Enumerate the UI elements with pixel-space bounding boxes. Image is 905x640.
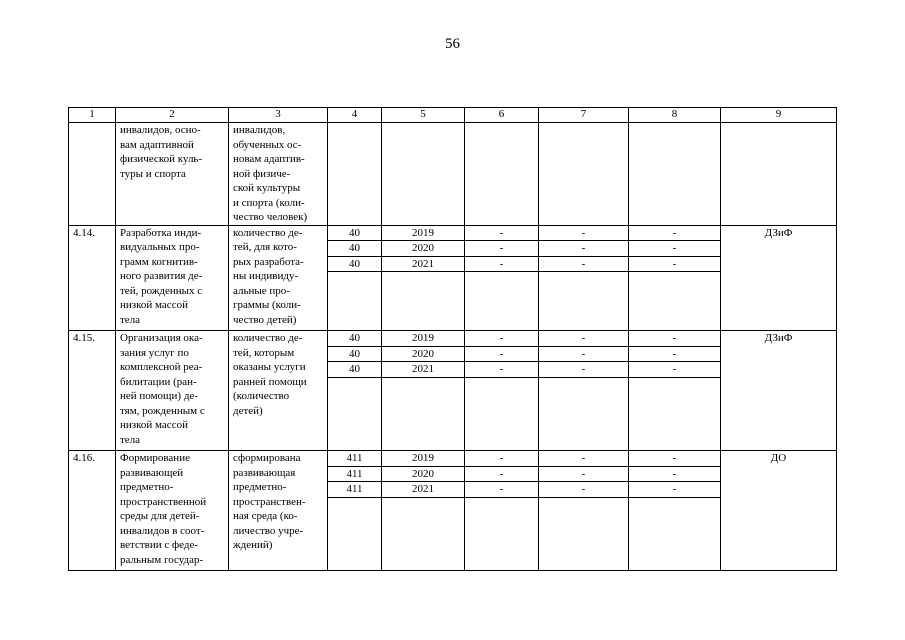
year-cell: 2021 (382, 256, 465, 272)
value-cell: 40 (328, 331, 382, 347)
col7-cell: - (539, 466, 629, 482)
indicator-cell: инвалидов, обученных ос- новам адаптив- ной физиче- ской культуры и спорта (коли- чество человек) (229, 123, 328, 226)
year-cell: 2019 (382, 225, 465, 241)
year-cell: 2020 (382, 241, 465, 257)
col7-cell: - (539, 362, 629, 378)
year-cell: 2019 (382, 331, 465, 347)
col8-cell: - (629, 256, 721, 272)
row-number-cell: 4.16. (69, 451, 116, 571)
col6-cell: - (465, 362, 539, 378)
col6-cell: - (465, 256, 539, 272)
col7-cell: - (539, 331, 629, 347)
measure-name-cell: инвалидов, осно- вам адаптивной физической куль- туры и спорта (116, 123, 229, 226)
page-number: 56 (445, 36, 460, 52)
column-number: 5 (382, 108, 465, 123)
executor-cell: ДО (721, 451, 837, 571)
column-number: 3 (229, 108, 328, 123)
indicator-cell: количество де- тей, для кото- рых разработа- ны индивиду- альные про- граммы (коли- чество детей) (229, 225, 328, 331)
value-cell: 411 (328, 482, 382, 498)
year-cell: 2021 (382, 362, 465, 378)
col6-cell: - (465, 346, 539, 362)
measure-name-cell: Организация ока- зания услуг по комплексной реа- билитации (ран- ней помощи) де- тям, рожденным с низкой массой тела (116, 331, 229, 451)
column-number: 9 (721, 108, 837, 123)
column-number: 7 (539, 108, 629, 123)
column-number: 8 (629, 108, 721, 123)
value-cell: 40 (328, 362, 382, 378)
executor-cell: ДЗиФ (721, 331, 837, 451)
col8-cell: - (629, 331, 721, 347)
continued-row (69, 123, 837, 226)
indicator-cell: количество де- тей, которым оказаны услуги ранней помощи (количество детей) (229, 331, 328, 451)
table-row (69, 331, 837, 347)
measure-name-cell: Формирование развивающей предметно- пространственной среды для детей- инвалидов в соот- ветствии с феде- ральным государ- (116, 451, 229, 571)
col8-cell: - (629, 241, 721, 257)
col6-cell: - (465, 466, 539, 482)
column-number: 4 (328, 108, 382, 123)
col8-cell: - (629, 362, 721, 378)
col7-cell: - (539, 451, 629, 467)
col8-cell: - (629, 346, 721, 362)
value-cell: 40 (328, 256, 382, 272)
value-cell: 40 (328, 241, 382, 257)
value-cell: 411 (328, 451, 382, 467)
table-row (69, 225, 837, 241)
column-number: 2 (116, 108, 229, 123)
year-cell: 2020 (382, 466, 465, 482)
col6-cell: - (465, 482, 539, 498)
col8-cell: - (629, 466, 721, 482)
col6-cell: - (465, 451, 539, 467)
indicator-cell: сформирована развивающая предметно- пространствен- ная среда (ко- личество учре- ждений) (229, 451, 328, 571)
col6-cell: - (465, 225, 539, 241)
executor-cell: ДЗиФ (721, 225, 837, 331)
col6-cell: - (465, 241, 539, 257)
col7-cell: - (539, 225, 629, 241)
value-cell: 40 (328, 346, 382, 362)
col7-cell: - (539, 482, 629, 498)
col7-cell: - (539, 241, 629, 257)
year-cell: 2020 (382, 346, 465, 362)
value-cell: 411 (328, 466, 382, 482)
col7-cell: - (539, 256, 629, 272)
table-row (69, 451, 837, 467)
column-number: 6 (465, 108, 539, 123)
col6-cell: - (465, 331, 539, 347)
row-number-cell: 4.15. (69, 331, 116, 451)
col7-cell: - (539, 346, 629, 362)
value-cell: 40 (328, 225, 382, 241)
col8-cell: - (629, 482, 721, 498)
column-number: 1 (69, 108, 116, 123)
measures-table (68, 107, 837, 571)
col8-cell: - (629, 225, 721, 241)
measure-name-cell: Разработка инди- видуальных про- грамм когнитив- ного развития де- тей, рожденных с низкой массой тела (116, 225, 229, 331)
year-cell: 2019 (382, 451, 465, 467)
year-cell: 2021 (382, 482, 465, 498)
row-number-cell: 4.14. (69, 225, 116, 331)
col8-cell: - (629, 451, 721, 467)
row-number-cell (69, 123, 116, 226)
column-number-row (69, 108, 837, 123)
